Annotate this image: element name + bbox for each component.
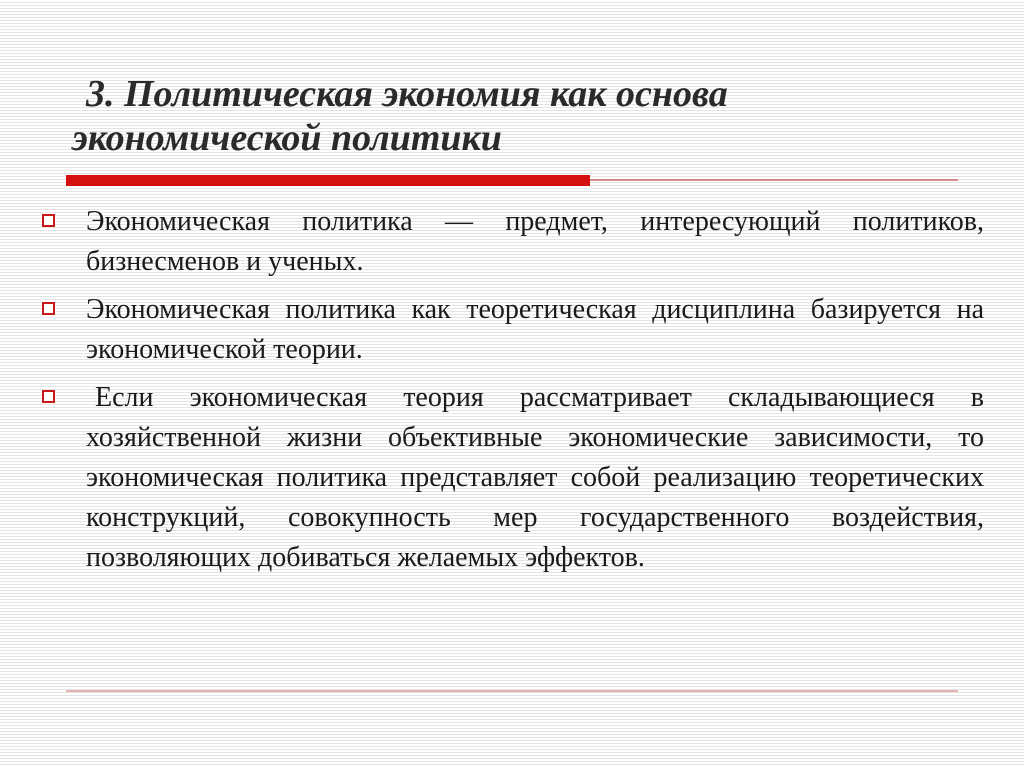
title-underline-thick — [66, 175, 590, 186]
title-underline-thin — [590, 179, 958, 181]
bullet-text: Экономическая политика — предмет, интересующий политиков, бизнесменов и ученых. — [86, 206, 984, 277]
footer-divider — [66, 690, 958, 692]
bullet-text: Экономическая политика как теоретическая дисциплина базируется на экономической теории. — [86, 294, 984, 365]
bullet-list — [40, 202, 984, 586]
bullet-item — [40, 290, 984, 370]
hollow-square-bullet-icon — [42, 302, 55, 315]
bullet-text: Если экономическая теория рассматривает складывающиеся в хозяйственной жизни объективные экономические зависимости, то экономическая политика представляет собой реализацию теоретических конструкций, совокупность мер государственного воздействия, позволяющих добиваться желаемых эффектов. — [86, 382, 984, 573]
hollow-square-bullet-icon — [42, 390, 55, 403]
slide-title-line-1: 3. Политическая экономия как основа — [86, 73, 728, 115]
bullet-item — [40, 378, 984, 578]
bullet-item — [40, 202, 984, 282]
slide-title — [72, 72, 932, 160]
hollow-square-bullet-icon — [42, 214, 55, 227]
slide-title-line-2: экономической политики — [72, 117, 502, 159]
